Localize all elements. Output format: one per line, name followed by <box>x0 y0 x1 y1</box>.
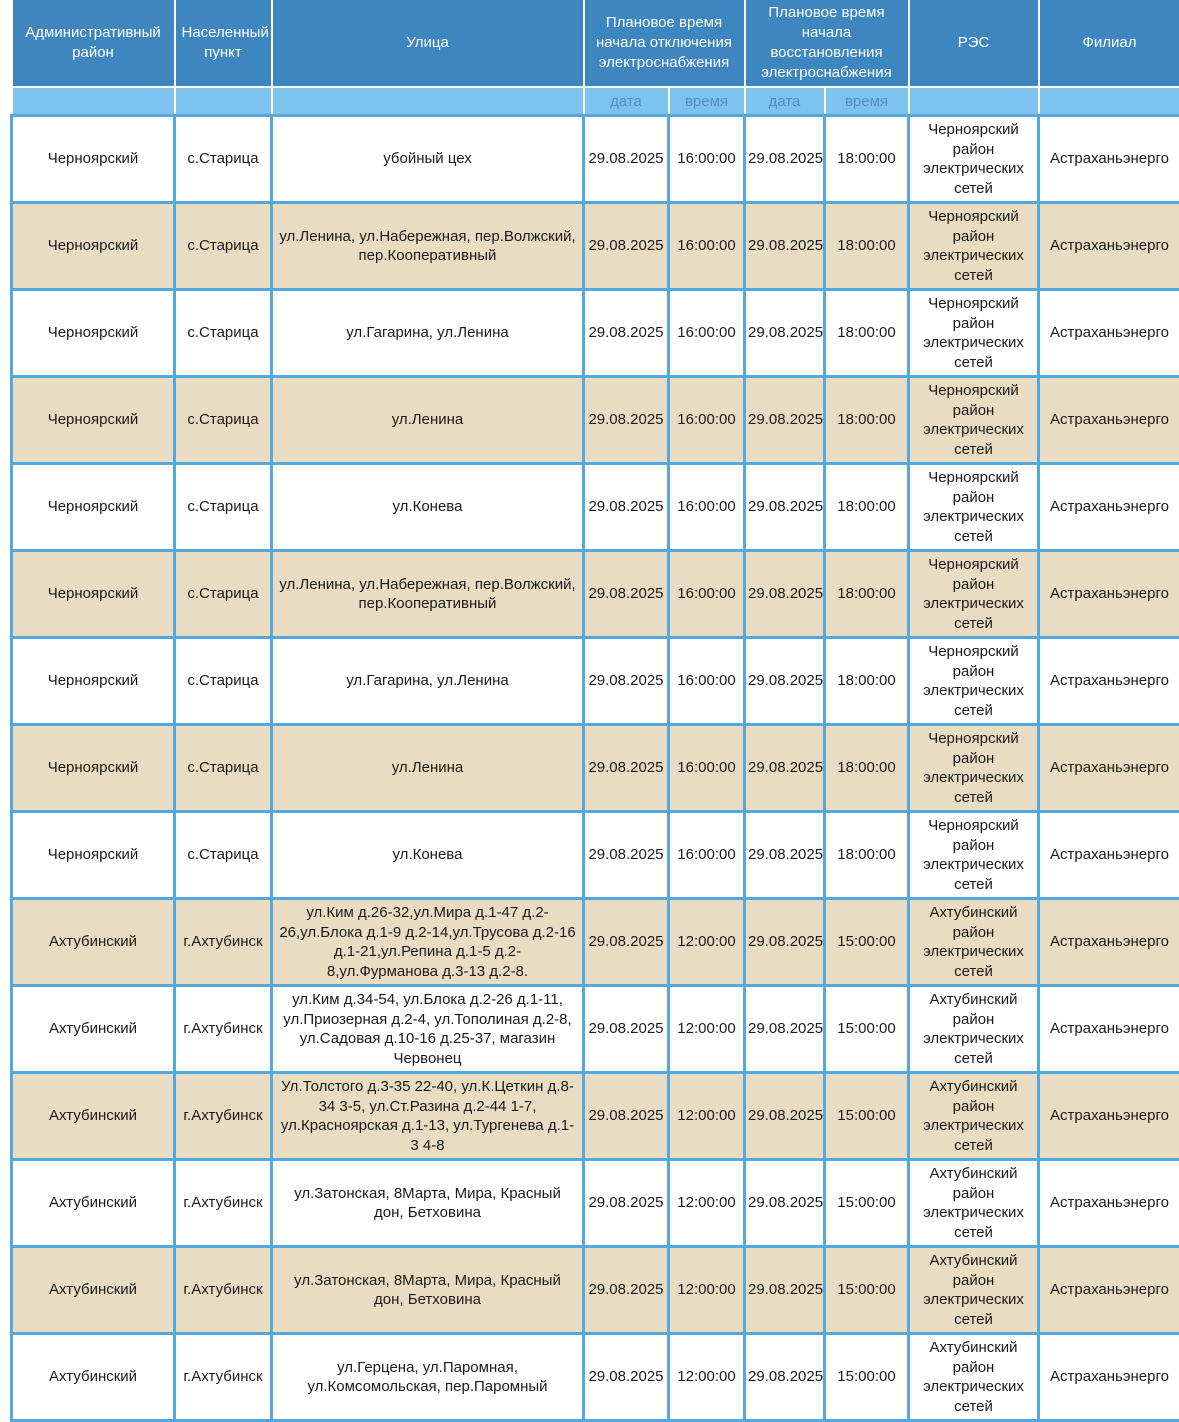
table-row <box>12 899 1179 986</box>
cell-restore-date: 29.08.2025 <box>745 1160 825 1247</box>
cell-res: Черноярский район электрических сетей <box>909 464 1039 551</box>
cell-admin-district: Черноярский <box>12 203 175 290</box>
col-header-admin-district: Административный район <box>12 0 175 87</box>
cell-outage-date: 29.08.2025 <box>584 638 669 725</box>
cell-admin-district: Черноярский <box>12 638 175 725</box>
cell-outage-time: 16:00:00 <box>669 551 745 638</box>
cell-outage-time: 12:00:00 <box>669 1247 745 1334</box>
cell-outage-date: 29.08.2025 <box>584 116 669 203</box>
cell-admin-district: Черноярский <box>12 551 175 638</box>
cell-res: Черноярский район электрических сетей <box>909 290 1039 377</box>
cell-restore-date: 29.08.2025 <box>745 464 825 551</box>
cell-street: ул.Ленина <box>272 377 584 464</box>
cell-street: ул.Затонская, 8Марта, Мира, Красный дон, Бетховина <box>272 1247 584 1334</box>
col-header-settlement: Населенный пункт <box>175 0 272 87</box>
subheader-spacer-street <box>272 87 584 116</box>
cell-restore-time: 15:00:00 <box>825 899 909 986</box>
cell-street: ул.Затонская, 8Марта, Мира, Красный дон, Бетховина <box>272 1160 584 1247</box>
cell-branch: Астраханьэнерго <box>1039 812 1179 899</box>
subheader-spacer-admin <box>12 87 175 116</box>
table-row <box>12 725 1179 812</box>
cell-outage-time: 12:00:00 <box>669 1073 745 1160</box>
cell-street: ул.Конева <box>272 812 584 899</box>
col-header-restore-time: Плановое время начала восстановления электроснабжения <box>745 0 909 87</box>
cell-branch: Астраханьэнерго <box>1039 551 1179 638</box>
cell-settlement: с.Старица <box>175 464 272 551</box>
cell-admin-district: Черноярский <box>12 116 175 203</box>
cell-restore-time: 18:00:00 <box>825 464 909 551</box>
cell-settlement: с.Старица <box>175 638 272 725</box>
cell-restore-time: 18:00:00 <box>825 725 909 812</box>
cell-outage-time: 16:00:00 <box>669 203 745 290</box>
cell-res: Ахтубинский район электрических сетей <box>909 899 1039 986</box>
cell-restore-date: 29.08.2025 <box>745 290 825 377</box>
cell-branch: Астраханьэнерго <box>1039 638 1179 725</box>
cell-res: Черноярский район электрических сетей <box>909 638 1039 725</box>
cell-street: убойный цех <box>272 116 584 203</box>
subheader-outage-time: время <box>669 87 745 116</box>
table-row <box>12 203 1179 290</box>
cell-restore-time: 15:00:00 <box>825 1334 909 1421</box>
cell-restore-date: 29.08.2025 <box>745 1247 825 1334</box>
cell-branch: Астраханьэнерго <box>1039 1334 1179 1421</box>
cell-restore-date: 29.08.2025 <box>745 725 825 812</box>
cell-res: Ахтубинский район электрических сетей <box>909 1334 1039 1421</box>
cell-outage-date: 29.08.2025 <box>584 551 669 638</box>
table-row <box>12 986 1179 1073</box>
cell-restore-time: 18:00:00 <box>825 203 909 290</box>
cell-restore-date: 29.08.2025 <box>745 203 825 290</box>
cell-admin-district: Черноярский <box>12 290 175 377</box>
cell-branch: Астраханьэнерго <box>1039 1247 1179 1334</box>
cell-restore-date: 29.08.2025 <box>745 1334 825 1421</box>
subheader-spacer-res <box>909 87 1039 116</box>
table-row <box>12 377 1179 464</box>
cell-outage-time: 16:00:00 <box>669 812 745 899</box>
cell-settlement: г.Ахтубинск <box>175 1160 272 1247</box>
cell-restore-date: 29.08.2025 <box>745 899 825 986</box>
cell-street: ул.Ленина <box>272 725 584 812</box>
cell-res: Черноярский район электрических сетей <box>909 203 1039 290</box>
cell-settlement: с.Старица <box>175 116 272 203</box>
cell-res: Ахтубинский район электрических сетей <box>909 1073 1039 1160</box>
cell-restore-time: 15:00:00 <box>825 986 909 1073</box>
cell-res: Ахтубинский район электрических сетей <box>909 1247 1039 1334</box>
col-header-outage-time: Плановое время начала отключения электроснабжения <box>584 0 745 87</box>
cell-settlement: с.Старица <box>175 377 272 464</box>
cell-branch: Астраханьэнерго <box>1039 1160 1179 1247</box>
cell-street: ул.Ким д.34-54, ул.Блока д.2-26 д.1-11, ул.Приозерная д.2-4, ул.Тополиная д.2-8, ул.Садовая д.10-16 д.25-37, магазин Червонец <box>272 986 584 1073</box>
cell-outage-date: 29.08.2025 <box>584 725 669 812</box>
cell-restore-time: 18:00:00 <box>825 812 909 899</box>
cell-admin-district: Ахтубинский <box>12 899 175 986</box>
col-header-branch: Филиал <box>1039 0 1179 87</box>
cell-outage-date: 29.08.2025 <box>584 812 669 899</box>
cell-street: ул.Ленина, ул.Набережная, пер.Волжский, пер.Кооперативный <box>272 203 584 290</box>
cell-street: ул.Герцена, ул.Паромная, ул.Комсомольская, пер.Паромный <box>272 1334 584 1421</box>
header-row-sub <box>12 87 1179 116</box>
cell-outage-date: 29.08.2025 <box>584 1073 669 1160</box>
table-row <box>12 1247 1179 1334</box>
cell-res: Черноярский район электрических сетей <box>909 116 1039 203</box>
cell-outage-date: 29.08.2025 <box>584 986 669 1073</box>
table-body <box>12 116 1179 1421</box>
cell-branch: Астраханьэнерго <box>1039 203 1179 290</box>
cell-outage-date: 29.08.2025 <box>584 1247 669 1334</box>
cell-admin-district: Черноярский <box>12 812 175 899</box>
col-header-res: РЭС <box>909 0 1039 87</box>
cell-restore-date: 29.08.2025 <box>745 551 825 638</box>
cell-branch: Астраханьэнерго <box>1039 1073 1179 1160</box>
cell-restore-time: 15:00:00 <box>825 1247 909 1334</box>
cell-outage-time: 16:00:00 <box>669 290 745 377</box>
subheader-restore-time: время <box>825 87 909 116</box>
cell-street: ул.Ленина, ул.Набережная, пер.Волжский, пер.Кооперативный <box>272 551 584 638</box>
table-row <box>12 290 1179 377</box>
table-row <box>12 551 1179 638</box>
table-row <box>12 638 1179 725</box>
col-header-street: Улица <box>272 0 584 87</box>
cell-restore-time: 15:00:00 <box>825 1073 909 1160</box>
cell-outage-time: 12:00:00 <box>669 899 745 986</box>
cell-admin-district: Ахтубинский <box>12 1334 175 1421</box>
table-header <box>12 0 1179 116</box>
table-row <box>12 116 1179 203</box>
cell-res: Ахтубинский район электрических сетей <box>909 986 1039 1073</box>
cell-settlement: г.Ахтубинск <box>175 899 272 986</box>
cell-outage-date: 29.08.2025 <box>584 464 669 551</box>
cell-admin-district: Ахтубинский <box>12 1247 175 1334</box>
cell-settlement: г.Ахтубинск <box>175 986 272 1073</box>
table-row <box>12 1160 1179 1247</box>
cell-admin-district: Ахтубинский <box>12 1073 175 1160</box>
cell-street: Ул.Толстого д.3-35 22-40, ул.К.Цеткин д.8-34 3-5, ул.Ст.Разина д.2-44 1-7, ул.Красноярская д.1-13, ул.Тургенева д.1-3 4-8 <box>272 1073 584 1160</box>
cell-outage-date: 29.08.2025 <box>584 290 669 377</box>
cell-outage-date: 29.08.2025 <box>584 377 669 464</box>
cell-outage-date: 29.08.2025 <box>584 1160 669 1247</box>
cell-restore-date: 29.08.2025 <box>745 377 825 464</box>
cell-outage-time: 16:00:00 <box>669 377 745 464</box>
cell-settlement: г.Ахтубинск <box>175 1334 272 1421</box>
cell-restore-date: 29.08.2025 <box>745 986 825 1073</box>
cell-settlement: с.Старица <box>175 290 272 377</box>
cell-res: Черноярский район электрических сетей <box>909 812 1039 899</box>
cell-restore-time: 18:00:00 <box>825 638 909 725</box>
cell-settlement: г.Ахтубинск <box>175 1073 272 1160</box>
header-row-main <box>12 0 1179 87</box>
cell-admin-district: Черноярский <box>12 377 175 464</box>
cell-branch: Астраханьэнерго <box>1039 725 1179 812</box>
cell-branch: Астраханьэнерго <box>1039 116 1179 203</box>
cell-restore-date: 29.08.2025 <box>745 638 825 725</box>
cell-settlement: г.Ахтубинск <box>175 1247 272 1334</box>
cell-restore-date: 29.08.2025 <box>745 1073 825 1160</box>
table-row <box>12 1334 1179 1421</box>
cell-settlement: с.Старица <box>175 203 272 290</box>
cell-restore-time: 18:00:00 <box>825 551 909 638</box>
cell-restore-time: 18:00:00 <box>825 377 909 464</box>
cell-branch: Астраханьэнерго <box>1039 464 1179 551</box>
table-row <box>12 812 1179 899</box>
cell-outage-time: 16:00:00 <box>669 116 745 203</box>
cell-restore-date: 29.08.2025 <box>745 116 825 203</box>
cell-outage-time: 16:00:00 <box>669 464 745 551</box>
cell-res: Ахтубинский район электрических сетей <box>909 1160 1039 1247</box>
table-row <box>12 464 1179 551</box>
cell-outage-time: 12:00:00 <box>669 1160 745 1247</box>
cell-settlement: с.Старица <box>175 812 272 899</box>
cell-admin-district: Черноярский <box>12 725 175 812</box>
cell-settlement: с.Старица <box>175 551 272 638</box>
subheader-outage-date: дата <box>584 87 669 116</box>
cell-restore-time: 18:00:00 <box>825 116 909 203</box>
subheader-spacer-settlement <box>175 87 272 116</box>
cell-res: Черноярский район электрических сетей <box>909 377 1039 464</box>
cell-outage-date: 29.08.2025 <box>584 899 669 986</box>
cell-admin-district: Черноярский <box>12 464 175 551</box>
cell-restore-date: 29.08.2025 <box>745 812 825 899</box>
cell-branch: Астраханьэнерго <box>1039 290 1179 377</box>
cell-res: Черноярский район электрических сетей <box>909 551 1039 638</box>
cell-street: ул.Конева <box>272 464 584 551</box>
cell-outage-time: 16:00:00 <box>669 638 745 725</box>
cell-outage-time: 12:00:00 <box>669 1334 745 1421</box>
cell-branch: Астраханьэнерго <box>1039 377 1179 464</box>
cell-restore-time: 15:00:00 <box>825 1160 909 1247</box>
cell-res: Черноярский район электрических сетей <box>909 725 1039 812</box>
cell-admin-district: Ахтубинский <box>12 1160 175 1247</box>
cell-branch: Астраханьэнерго <box>1039 899 1179 986</box>
subheader-restore-date: дата <box>745 87 825 116</box>
cell-outage-time: 12:00:00 <box>669 986 745 1073</box>
cell-outage-date: 29.08.2025 <box>584 203 669 290</box>
outage-schedule-table <box>10 0 1179 1422</box>
cell-outage-date: 29.08.2025 <box>584 1334 669 1421</box>
table-row <box>12 1073 1179 1160</box>
cell-admin-district: Ахтубинский <box>12 986 175 1073</box>
cell-street: ул.Ким д.26-32,ул.Мира д.1-47 д.2-26,ул.Блока д.1-9 д.2-14,ул.Трусова д.2-16 д.1-21,ул.Репина д.1-5 д.2-8,ул.Фурманова д.3-13 д.2-8. <box>272 899 584 986</box>
cell-street: ул.Гагарина, ул.Ленина <box>272 290 584 377</box>
subheader-spacer-branch <box>1039 87 1179 116</box>
cell-branch: Астраханьэнерго <box>1039 986 1179 1073</box>
cell-outage-time: 16:00:00 <box>669 725 745 812</box>
cell-restore-time: 18:00:00 <box>825 290 909 377</box>
cell-settlement: с.Старица <box>175 725 272 812</box>
cell-street: ул.Гагарина, ул.Ленина <box>272 638 584 725</box>
